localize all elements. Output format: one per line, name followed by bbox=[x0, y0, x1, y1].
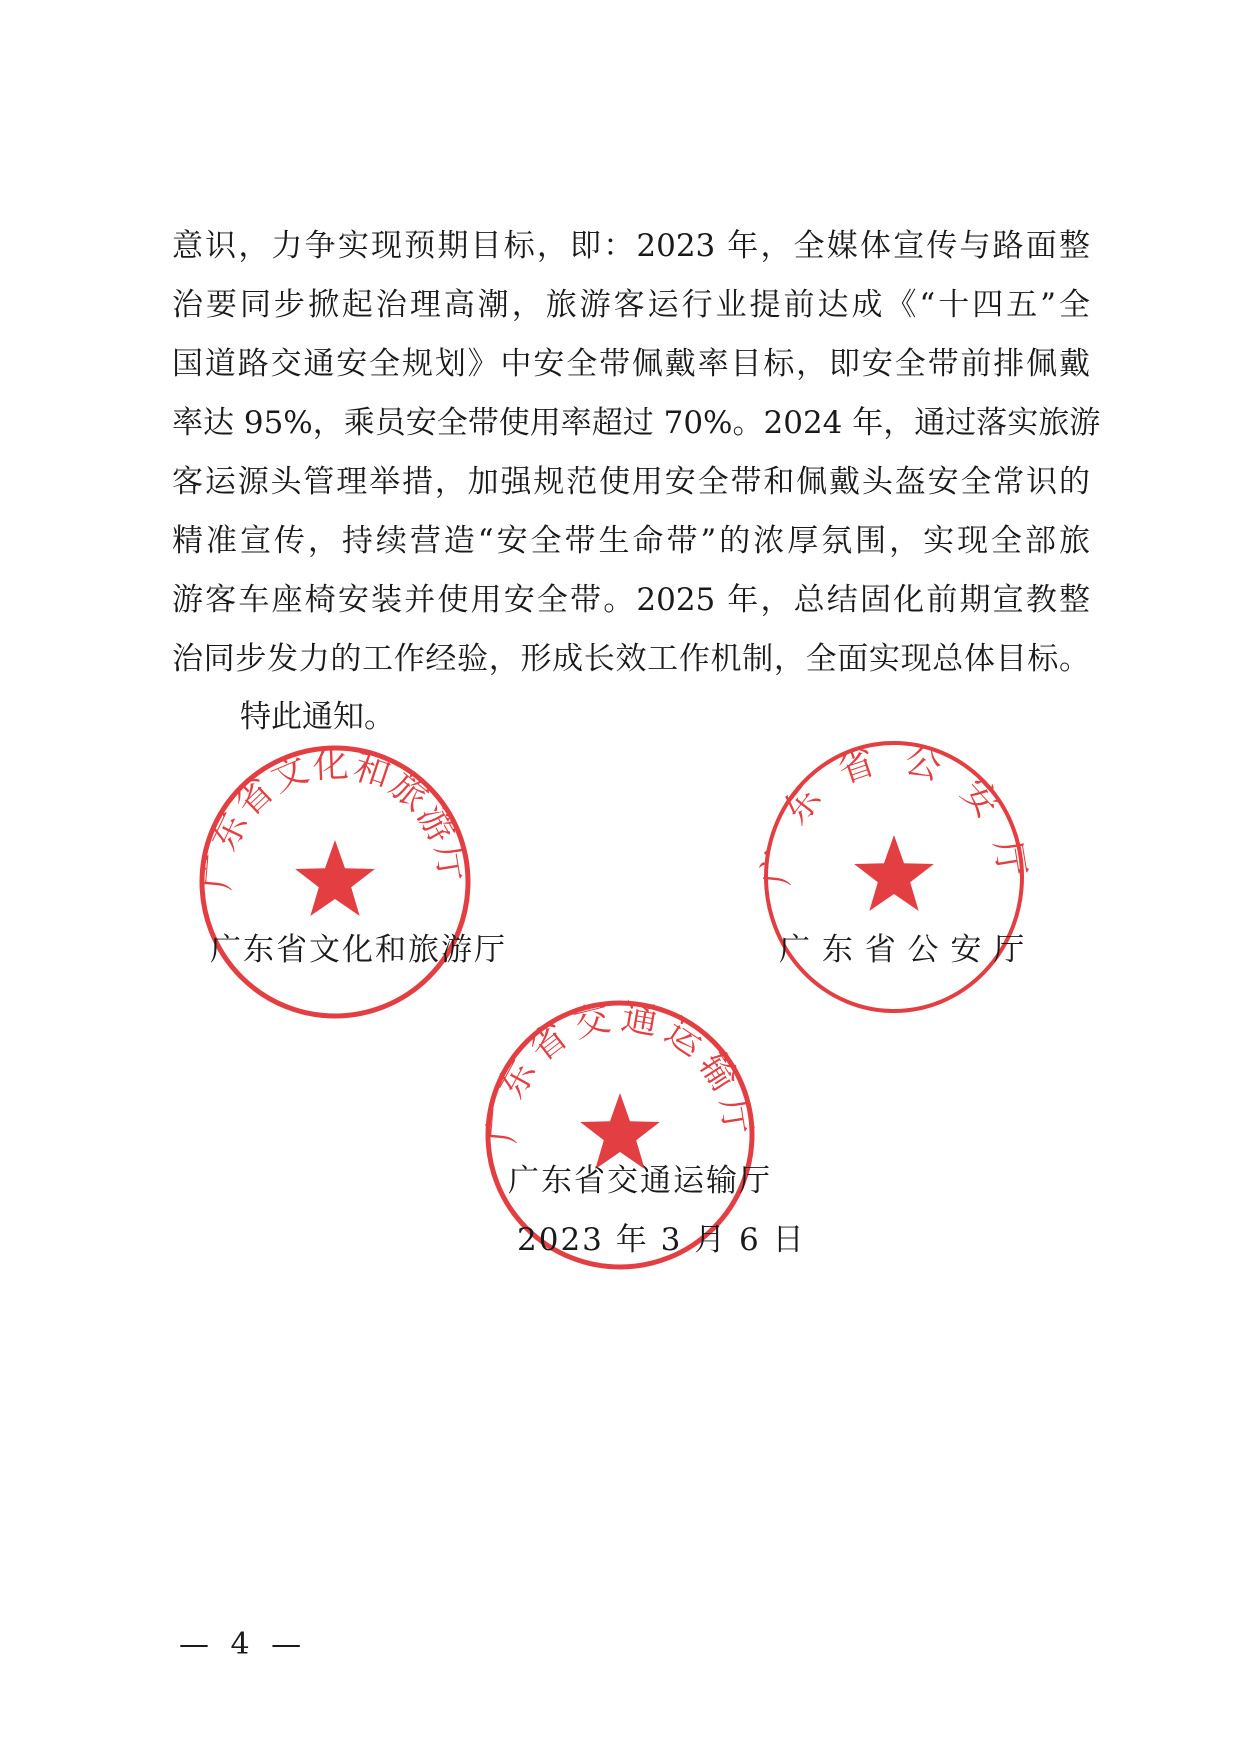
star-icon bbox=[580, 1093, 660, 1169]
signature-public-security: 广 东 省 公 安 厅 bbox=[779, 932, 1026, 968]
star-icon bbox=[854, 835, 934, 911]
seal-culture-tourism bbox=[195, 742, 475, 1022]
svg-text:广东省公安厅: 广东省公安厅 bbox=[755, 739, 1033, 887]
signature-transport: 广东省交通运输厅 bbox=[508, 1163, 772, 1199]
issue-date: 2023 年 3 月 6 日 bbox=[517, 1222, 806, 1258]
body-line: 国道路交通安全规划》中安全带佩戴率目标，即安全带前排佩戴 bbox=[172, 346, 1090, 382]
page-number: — 4 — bbox=[179, 1627, 308, 1662]
star-icon bbox=[295, 840, 375, 916]
body-line: 精准宣传，持续营造“安全带生命带”的浓厚氛围，实现全部旅 bbox=[172, 523, 1090, 559]
seal-public-security bbox=[754, 737, 1034, 1017]
body-line: 游客车座椅安装并使用安全带。2025 年，总结固化前期宣教整 bbox=[172, 582, 1090, 618]
body-line: 治要同步掀起治理高潮，旅游客运行业提前达成《“十四五”全 bbox=[172, 287, 1090, 323]
signature-culture-tourism: 广东省文化和旅游厅 bbox=[210, 932, 507, 968]
closing-text: 特此通知。 bbox=[240, 699, 395, 735]
body-line: 客运源头管理举措，加强规范使用安全带和佩戴头盔安全常识的 bbox=[172, 464, 1090, 500]
svg-text:广东省文化和旅游厅: 广东省文化和旅游厅 bbox=[196, 744, 474, 892]
body-line: 治同步发力的工作经验，形成长效工作机制，全面实现总体目标。 bbox=[172, 641, 1090, 677]
body-line: 率达 95%，乘员安全带使用率超过 70%。2024 年，通过落实旅游 bbox=[172, 405, 1101, 441]
svg-text:广东省交通运输厅: 广东省交通运输厅 bbox=[481, 996, 759, 1145]
body-line: 意识，力争实现预期目标，即：2023 年，全媒体宣传与路面整 bbox=[172, 228, 1090, 264]
